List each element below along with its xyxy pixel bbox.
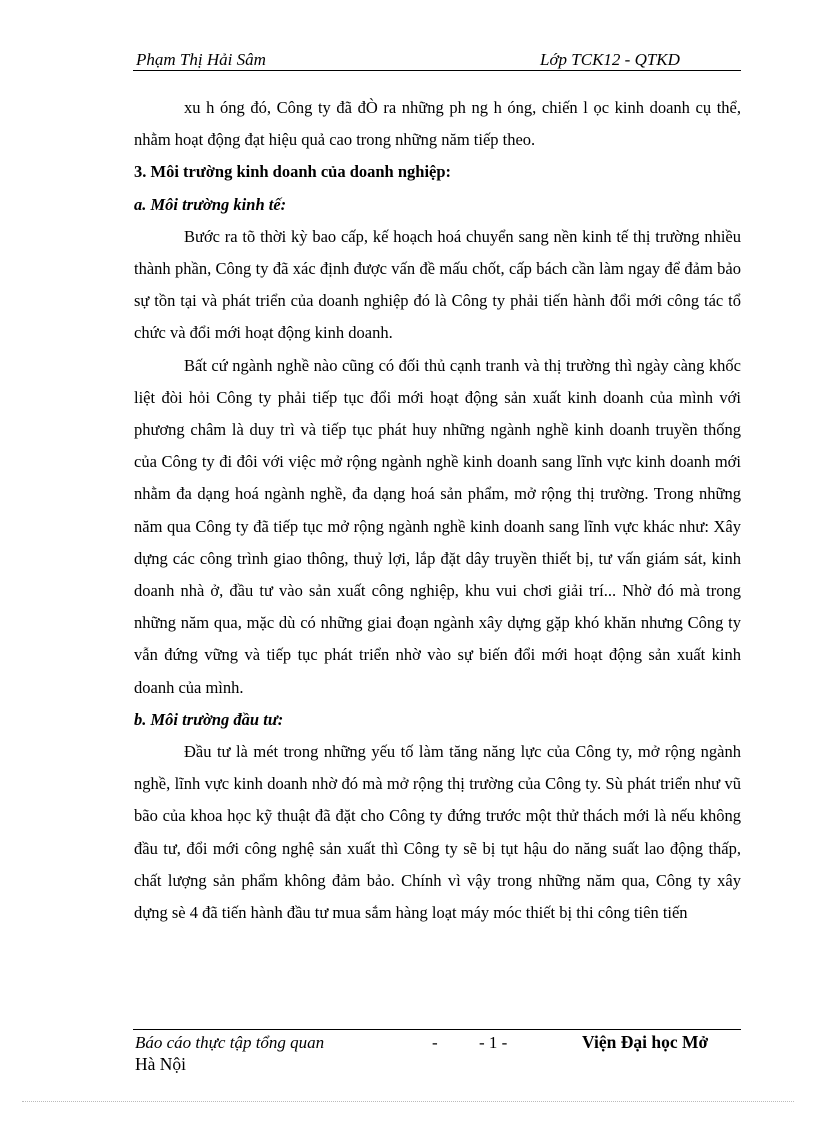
- document-body: [134, 92, 741, 929]
- footer-dash: -: [432, 1033, 438, 1052]
- subheading-economic: a. Môi trường kinh tế:: [134, 194, 287, 214]
- footer-page-number: - 1 -: [479, 1033, 508, 1052]
- paragraph-economic-2: Bất cứ ngành nghề nào cũng có đối thủ cạnh tranh và thị trường thì ngày càng khốc liệt đòi hỏi Công ty phải tiếp tục đổi mới hoạt động sản xuất kinh doanh của mình với phương châm là duy trì và tiếp tục phát huy những ngành nghề kinh doanh truyền thống của Công ty đi đôi với việc mở rộng ngành nghề kinh doanh sang lĩnh vực kinh doanh mới nhằm đa dạng hoá ngành nghề, đa dạng hoá sản phẩm, mở rộng thị trường. Trong những năm qua Công ty đã tiếp tục mở rộng ngành nghề kinh doanh sang lĩnh vực khác như: Xây dựng các công trình giao thông, thuỷ lợi, lắp đặt dây truyền thiết bị, tư vấn giám sát, kinh doanh nhà ở, đầu tư vào sản xuất công nghiệp, khu vui chơi giải trí... Nhờ đó mà trong những năm qua, mặc dù có những giai đoạn ngành xây dựng gặp khó khăn nhưng Công ty vẫn đứng vững và tiếp tục phát triển nhờ vào sự biến đổi mới hoạt động sản xuất kinh doanh của mình.: [134, 355, 741, 697]
- paragraph-investment-1: Đầu tư là mét trong những yếu tố làm tăng năng lực của Công ty, mở rộng ngành nghề, lĩnh vực kinh doanh nhờ đó mà mở rộng thị trường của Công ty. Sù phát triển như vũ bão của khoa học kỹ thuật đã đặt cho Công ty đứng trước một thử thách mới là nếu không đầu tư, đổi mới công nghệ sản xuất thì Công ty sẽ bị tụt hậu do năng suất lao động thấp, chất lượng sản phẩm không đảm bảo. Chính vì vậy trong những năm qua, Công ty xây dựng sè 4 đã tiến hành đầu tư mua sắm hàng loạt máy móc thiết bị thi công tiên tiến: [134, 742, 741, 923]
- page-header: [133, 48, 741, 71]
- section-heading: 3. Môi trường kinh doanh của doanh nghiệp:: [134, 162, 452, 182]
- footer-divider: [133, 1029, 741, 1030]
- page-bottom-edge: [22, 1101, 794, 1102]
- footer-report-title: Báo cáo thực tập tổng quan: [135, 1033, 325, 1052]
- footer-institution-city: Hà Nội: [135, 1054, 187, 1074]
- paragraph-economic-1: Bước ra tõ thời kỳ bao cấp, kế hoạch hoá chuyển sang nền kinh tế thị trường nhiều thành phần, Công ty đã xác định được vấn đề mấu chốt, cấp bách cần làm ngay để đảm bảo sự tồn tại và phát triển của doanh nghiệp đó là Công ty phải tiến hành đổi mới công tác tổ chức và đổi mới hoạt động kinh doanh.: [134, 226, 741, 343]
- header-class: Lớp TCK12 - QTKD: [540, 50, 680, 69]
- intro-paragraph: xu h óng đó, Công ty đã đÒ ra những ph ng h óng, chiến l ọc kinh doanh cụ thể, nhằm hoạt động đạt hiệu quả cao trong những năm tiếp theo.: [134, 98, 741, 150]
- footer-institution: Viện Đại học Mở: [582, 1032, 709, 1052]
- header-author: Phạm Thị Hải Sâm: [136, 50, 266, 69]
- subheading-investment: b. Môi trường đầu tư:: [134, 709, 284, 729]
